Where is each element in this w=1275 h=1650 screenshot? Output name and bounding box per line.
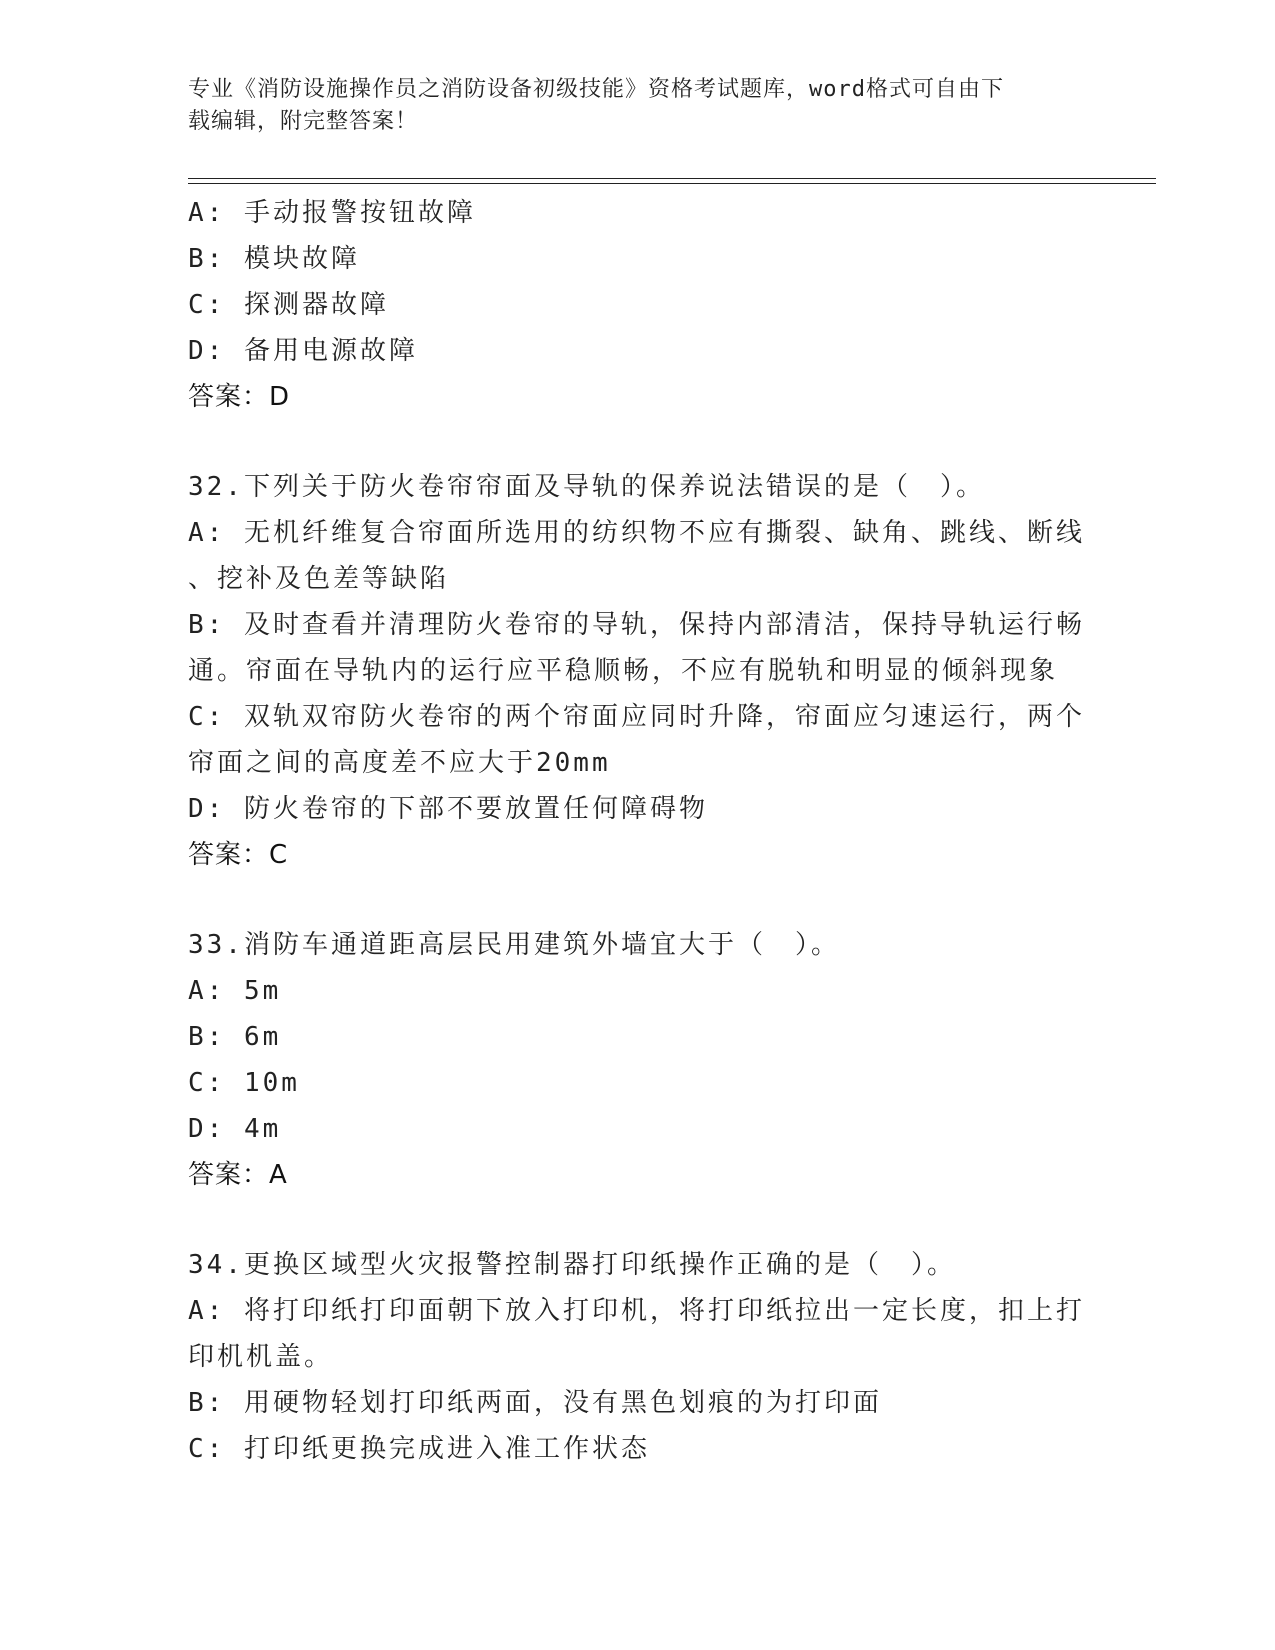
q34-option-a-line-1: A: 将打印纸打印面朝下放入打印机，将打印纸拉出一定长度，扣上打: [188, 1296, 1085, 1326]
q34-option-b: B: 用硬物轻划打印纸两面，没有黑色划痕的为打印面: [188, 1388, 882, 1418]
document-header: [188, 74, 1068, 138]
question-34: [188, 1242, 1088, 1472]
header-line-1: 专业《消防设施操作员之消防设备初级技能》资格考试题库，word格式可自由下: [188, 77, 1004, 102]
header-divider-bottom: [188, 183, 1156, 184]
q32-option-a-line-1: A: 无机纤维复合帘面所选用的纺织物不应有撕裂、缺角、跳线、断线: [188, 518, 1085, 548]
q32-option-d: D: 防火卷帘的下部不要放置任何障碍物: [188, 794, 708, 824]
header-divider-top: [188, 178, 1156, 179]
q33-answer: 答案：A: [188, 1160, 288, 1190]
q34-question: 34.更换区域型火灾报警控制器打印纸操作正确的是（ ）。: [188, 1250, 956, 1280]
q31-option-b: B: 模块故障: [188, 244, 360, 274]
q31-option-c: C: 探测器故障: [188, 290, 389, 320]
q32-option-b-line-1: B: 及时查看并清理防火卷帘的导轨，保持内部清洁，保持导轨运行畅: [188, 610, 1085, 640]
q34-option-a-line-2: 印机机盖。: [188, 1342, 334, 1372]
spacer: [188, 1198, 1088, 1242]
q33-option-d: D: 4m: [188, 1114, 282, 1144]
q33-option-a: A: 5m: [188, 976, 282, 1006]
q33-question: 33.消防车通道距高层民用建筑外墙宜大于（ ）。: [188, 930, 840, 960]
q32-option-c-line-2: 帘面之间的高度差不应大于20mm: [188, 748, 611, 778]
q31-option-a: A: 手动报警按钮故障: [188, 198, 476, 228]
q34-option-c: C: 打印纸更换完成进入准工作状态: [188, 1434, 650, 1464]
q31-answer: 答案：D: [188, 382, 291, 412]
q32-option-a-line-2: 、挖补及色差等缺陷: [188, 564, 450, 594]
q32-answer: 答案：C: [188, 840, 289, 870]
header-line-2: 载编辑，附完整答案！: [188, 109, 419, 134]
q32-question: 32.下列关于防火卷帘帘面及导轨的保养说法错误的是（ ）。: [188, 472, 985, 502]
q33-option-b: B: 6m: [188, 1022, 282, 1052]
q31-option-d: D: 备用电源故障: [188, 336, 418, 366]
document-body: [188, 190, 1088, 1472]
question-33: [188, 922, 1088, 1198]
question-32: [188, 464, 1088, 878]
q32-option-c-line-1: C: 双轨双帘防火卷帘的两个帘面应同时升降，帘面应匀速运行，两个: [188, 702, 1085, 732]
q32-option-b-line-2: 通。帘面在导轨内的运行应平稳顺畅，不应有脱轨和明显的倾斜现象: [188, 656, 1059, 686]
q33-option-c: C: 10m: [188, 1068, 300, 1098]
spacer: [188, 420, 1088, 464]
spacer: [188, 878, 1088, 922]
question-31: [188, 190, 1088, 420]
